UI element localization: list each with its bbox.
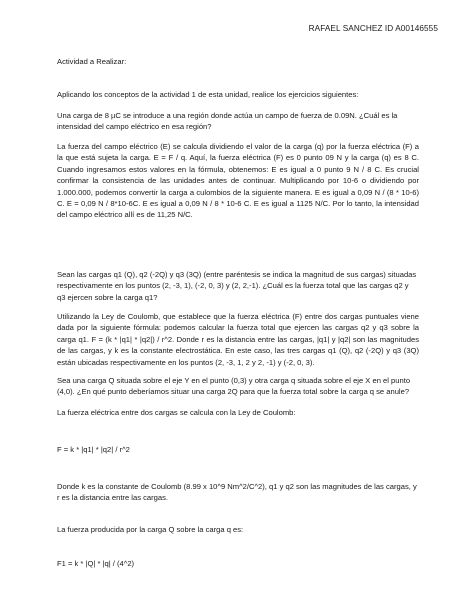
problem-2-statement: Sean las cargas q1 (Q), q2 (-2Q) y q3 (3Q) (entre paréntesis se indica la magnitud de sus cargas) situadas respectivamente en los puntos (2, -3, 1), (-2, 0, 3) y (2, 2,-1). ¿Cuál es la fuerza total que las cargas q2 y q3 ejercen sobre la carga q1? bbox=[57, 270, 417, 302]
problem-1-solution: La fuerza del campo eléctrico (E) se calcula dividiendo el valor de la carga (q) por la fuerza eléctrica (F) a la que está sujeta la carga. E = F / q. Aquí, la fuerza eléctrica (F) es 0 punto 09 N y la carga (q) es 8 C. Cuando ingresamos estos valores en la fórmula, obtenemos: E es igual a 0 punto 9 N / 8 C. Es crucial confirmar la consistencia de las unidades antes de continuar. Multiplicando por 10-6 o dividiendo por 1.000.000, podemos convertir la carga a culombios de la siguiente manera. E es igual a 0,09 N / (8 * 10-6) C. E = 0,09 N / 8*10-6C. E es igual a 0,09 N / 8 * 10-6 C. E es igual a 1125 N/C. Por lo tanto, la intensidad del campo eléctrico allí es de 11,25 N/C. bbox=[57, 142, 419, 220]
coulomb-explanation: Donde k es la constante de Coulomb (8.99 x 10^9 Nm^2/C^2), q1 y q2 son las magnitudes de las cargas, y r es la distancia entre las cargas. bbox=[57, 482, 417, 503]
section-title: Actividad a Realizar: bbox=[57, 57, 127, 66]
problem-1-statement: Una carga de 8 µC se introduce a una región donde actúa un campo de fuerza de 0.09N. ¿Cuál es la intensidad del campo eléctrico en esa región? bbox=[57, 111, 398, 132]
coulomb-formula: F = k * |q1| * |q2| / r^2 bbox=[57, 445, 130, 454]
force-f1-formula: F1 = k * |Q| * |q| / (4^2) bbox=[57, 559, 135, 568]
instructions-paragraph: Aplicando los conceptos de la actividad 1 de esta unidad, realice los ejercicios siguientes: bbox=[57, 90, 359, 99]
problem-3-statement: Sea una carga Q situada sobre el eje Y en el punto (0,3) y otra carga q situada sobre el eje X en el punto (4,0). ¿En qué punto deberíamos situar una carga 2Q para que la fuerza total sobre la carga q se anule? bbox=[57, 376, 411, 397]
author-header: RAFAEL SANCHEZ ID A00146555 bbox=[308, 24, 438, 33]
coulomb-intro: La fuerza eléctrica entre dos cargas se calcula con la Ley de Coulomb: bbox=[57, 408, 296, 417]
problem-2-solution: Utilizando la Ley de Coulomb, que establece que la fuerza eléctrica (F) entre dos cargas puntuales viene dada por la siguiente fórmula: podemos calcular la fuerza total que ejercen las cargas q2 y q3 sobre la carga q1. F = (k * |q1| * |q2|) / r^2. Donde r es la distancia entre las cargas, |q1| y |q2| son las magnitudes de las cargas, y k es la constante electrostática. En este caso, las tres cargas q1 (Q), q2 (-2Q) y q3 (3Q) están ubicadas respectivamente en los puntos (2, -3, 1, 2 y 2, -1) y (-2, 0, 3). bbox=[57, 312, 419, 367]
force-q-intro: La fuerza producida por la carga Q sobre la carga q es: bbox=[57, 525, 244, 534]
